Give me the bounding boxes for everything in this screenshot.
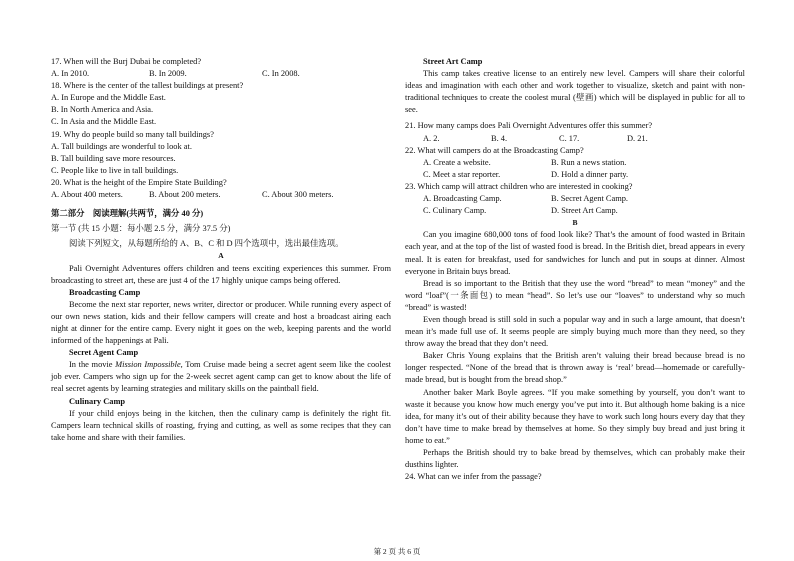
heading-street-art-camp: Street Art Camp bbox=[423, 57, 483, 66]
passage-b-label: B bbox=[572, 218, 578, 228]
passage-a-label: A bbox=[218, 251, 224, 261]
option: B. Run a news station. bbox=[551, 157, 627, 167]
paragraph-b6: Perhaps the British should try to bake bread by themselves, which can probably make their dusthins lighter. bbox=[405, 448, 745, 470]
option: D. 21. bbox=[627, 133, 648, 143]
left-column bbox=[51, 56, 391, 444]
option: D. Hold a dinner party. bbox=[551, 169, 629, 179]
question-17-options bbox=[51, 68, 391, 80]
paragraph-b2: Bread is so important to the British that they use the word “bread” to mean “money” and the word “loaf”(一条面包) to mean “head”. So let’s use our “loaves” to understand why so much “bread” is wasted! bbox=[405, 278, 745, 312]
paragraph-street-art: This camp takes creative license to an entirely new level. Campers will share their colorful ideas and imagination with each other and work together to visualize, sketch and paint with non-traditional techniques to create the coolest mural (壁画) which will be displayed in public for all to see. bbox=[405, 69, 745, 115]
option: D. Street Art Camp. bbox=[551, 206, 618, 216]
question-23-options-row1 bbox=[405, 193, 745, 205]
option: A. Tall buildings are wonderful to look at. bbox=[51, 141, 192, 151]
question-23-options-row2 bbox=[405, 205, 745, 217]
paragraph-broadcasting: Become the next star reporter, news writer, director or producer. While running every aspect of our own news station, kids and their fellow campers will create and host a broadcast airing each night at dinner for the entire camp. Every night it goes on the web, keeping parents and the world informed of the happenings at Pali. bbox=[51, 299, 391, 346]
paragraph-b3: Even though bread is still sold in such a popular way and in such a large amount, that doesn’t mean it’s made full use of. It seems people are simply buying much more than they need, so they throw away the bread that they don’t need. bbox=[405, 314, 745, 349]
question-21: 21. How many camps does Pali Overnight Adventures offer this summer? bbox=[405, 121, 653, 131]
option: B. Secret Agent Camp. bbox=[551, 194, 628, 204]
option: C. Culinary Camp. bbox=[423, 206, 487, 216]
option: B. In 2009. bbox=[149, 69, 187, 79]
option: A. 2. bbox=[423, 133, 440, 143]
option: C. Meet a star reporter. bbox=[423, 169, 501, 179]
text: In the movie bbox=[69, 360, 116, 370]
heading-broadcasting-camp: Broadcasting Camp bbox=[69, 287, 141, 297]
option: B. In North America and Asia. bbox=[51, 105, 154, 115]
question-18: 18. Where is the center of the tallest buildings at present? bbox=[51, 81, 244, 91]
question-19: 19. Why do people build so many tall buildings? bbox=[51, 129, 214, 139]
paragraph-secret-agent bbox=[51, 359, 391, 395]
option: A. In 2010. bbox=[51, 69, 90, 79]
question-24: 24. What can we infer from the passage? bbox=[405, 472, 542, 482]
option: B. 4. bbox=[491, 133, 508, 143]
paragraph-b5: Another baker Mark Boyle agrees. “If you make something by yourself, you don’t want to waste it because you know how much energy you’ve put into it. But although home baking is a nice idea, for many it’s out of their ability because they have to work such long hours every day that they don’t have time to make bread by themselves at home. So they simply buy bread and just bring it home to eat.” bbox=[405, 387, 745, 445]
option: C. People like to live in tall buildings. bbox=[51, 165, 179, 175]
right-column bbox=[405, 56, 745, 483]
question-20-options bbox=[51, 189, 391, 201]
paragraph-culinary: If your child enjoys being in the kitchen, then the culinary camp is definitely the right fit. Campers learn technical skills of roasting, frying and cutting, as well as some recipes that they can take home and share with their families. bbox=[51, 408, 391, 442]
option: A. About 400 meters. bbox=[51, 190, 123, 200]
option: C. 17. bbox=[559, 133, 580, 143]
option: A. Create a website. bbox=[423, 157, 491, 167]
paragraph-b4: Baker Chris Young explains that the British aren’t valuing their bread because bread is no longer respected. “None of the bread that is thrown away is ‘real’ bread—homemade or carefully-made bread, but is bought from the bread shop.” bbox=[405, 351, 745, 385]
movie-title: Mission Impossible bbox=[115, 360, 181, 370]
option: C. In Asia and the Middle East. bbox=[51, 117, 157, 127]
paragraph-intro: Pali Overnight Adventures offers children and teens exciting experiences this summer. From broadcasting to street art, these are just 4 of the 17 highly unique camps being offered. bbox=[51, 263, 391, 285]
section-title: 第二部分 阅读理解(共两节，满分 40 分) bbox=[51, 209, 204, 219]
subsection-title: 第一节 (共 15 小题：每小题 2.5 分，满分 37.5 分) bbox=[51, 224, 231, 234]
question-23: 23. Which camp will attract children who are interested in cooking? bbox=[405, 181, 633, 191]
question-20: 20. What is the height of the Empire State Building? bbox=[51, 177, 227, 187]
question-22-options-row1 bbox=[405, 157, 745, 169]
option: A. In Europe and the Middle East. bbox=[51, 93, 166, 103]
question-22-options-row2 bbox=[405, 169, 745, 181]
question-21-options bbox=[405, 133, 745, 145]
heading-secret-agent-camp: Secret Agent Camp bbox=[69, 348, 139, 358]
option: C. About 300 meters. bbox=[262, 190, 334, 200]
option: B. About 200 meters. bbox=[149, 190, 221, 200]
option: A. Broadcasting Camp. bbox=[423, 194, 502, 204]
question-22: 22. What will campers do at the Broadcasting Camp? bbox=[405, 145, 584, 155]
question-17: 17. When will the Burj Dubai be completed? bbox=[51, 57, 202, 66]
directions: 阅读下列短文，从每题所给的 A、B、C 和 D 四个选项中，选出最佳选项。 bbox=[69, 239, 344, 249]
option: B. Tall building save more resources. bbox=[51, 153, 176, 163]
paragraph-b1: Can you imagine 680,000 tons of food look like? That’s the amount of food wasted in Britain each year, and at the top of the list of wasted food is bread. In the British diet, bread appears in every meal. It is eaten for breakfast, used for sandwiches for lunch and put in soups at dinner. Almost everyone in Britain buys bread. bbox=[405, 230, 745, 276]
text: , Tom Cruise made being a secret agent seem like the coolest job ever. Campers who sign up for the 2-week secret agent camp can get to know about the life of real secret agents by learning strategies and military skills on the paintball field. bbox=[51, 360, 391, 394]
page-footer: 第 2 页 共 6 页 bbox=[373, 547, 421, 556]
option: C. In 2008. bbox=[262, 69, 300, 79]
heading-culinary-camp: Culinary Camp bbox=[69, 396, 126, 406]
